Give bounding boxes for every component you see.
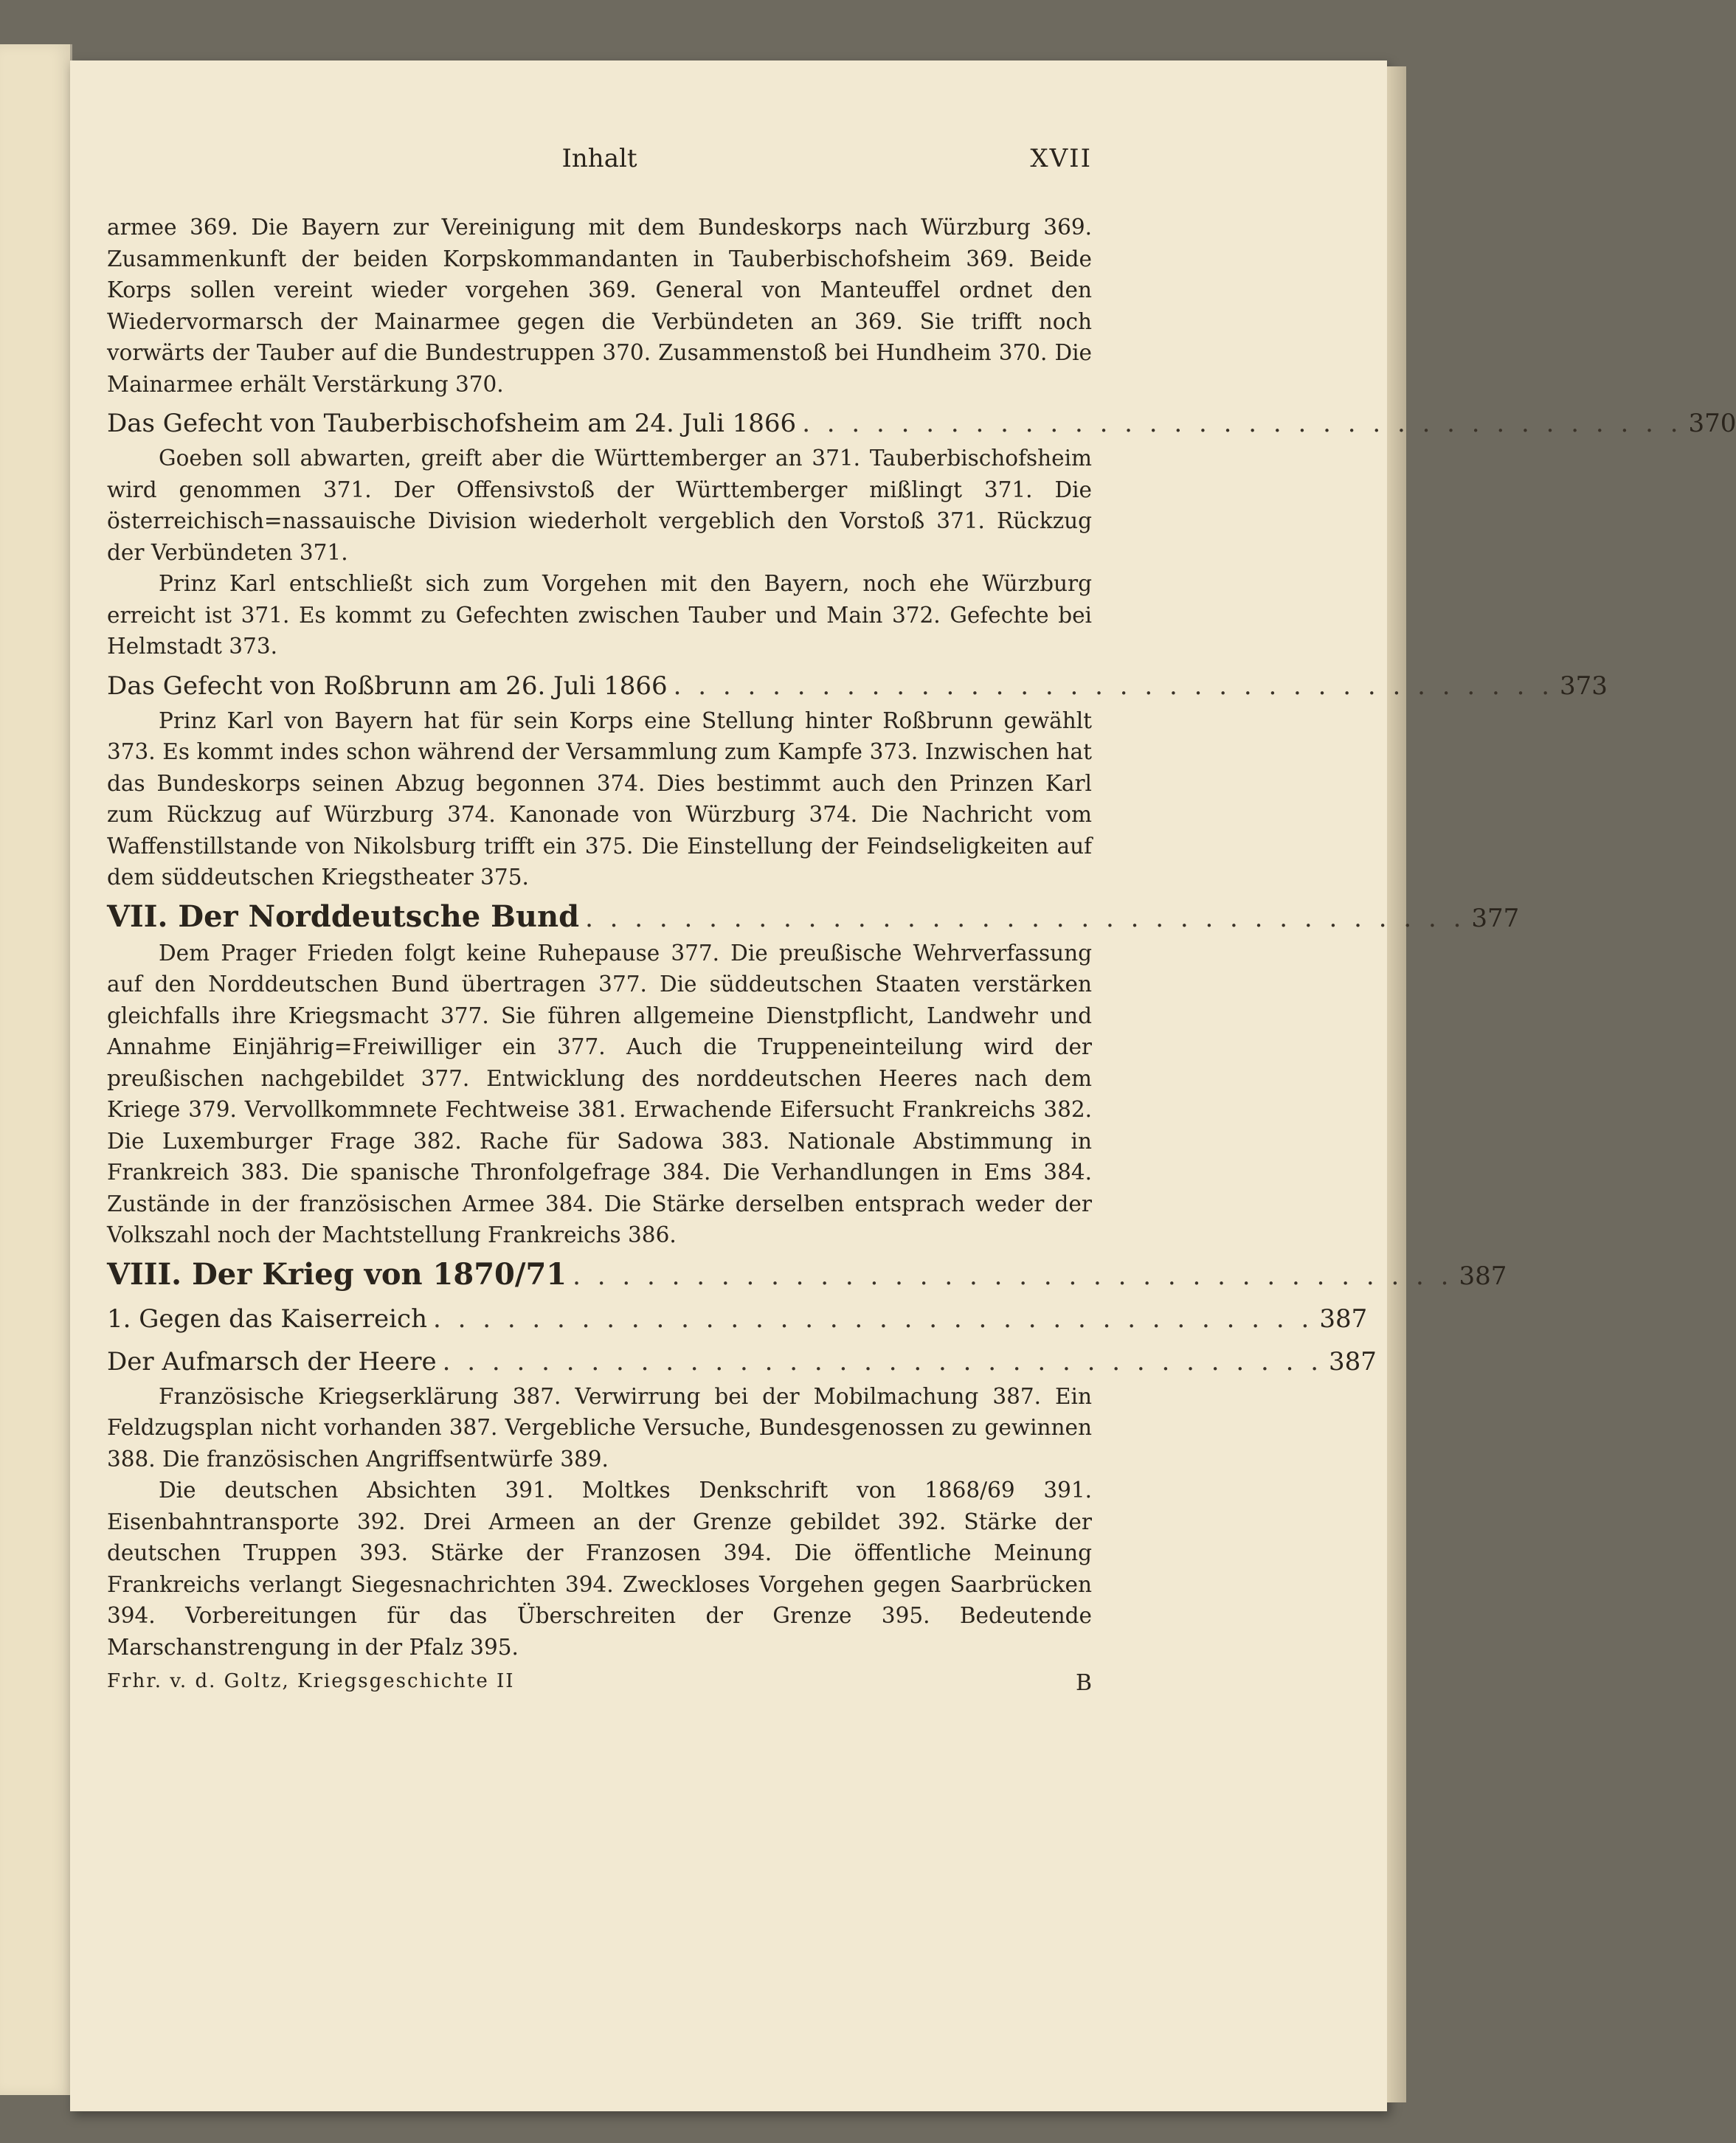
summary-paragraph: Französische Kriegserklärung 387. Verwirrung bei der Mobilmachung 387. Ein Feldzugsplan nicht vorhanden 387. Vergebliche Versuche, Bundesgenossen zu gewinnen 388. Die französischen Angriffsentwürfe 389. [107, 1383, 1092, 1472]
chapter-page: 377 [1471, 903, 1520, 933]
dot-leader: . . . . . . . . . . . . . . . . . . . . . . . . . . . . . . . . . . . . [802, 409, 1683, 438]
running-head-title: Inhalt [561, 144, 637, 173]
chapter-entry [107, 898, 1520, 938]
toc-entry [107, 1343, 1377, 1381]
summary-paragraph: Prinz Karl von Bayern hat für sein Korps eine Stellung hinter Roßbrunn gewählt 373. Es kommt indes schon während der Versammlung zum Kampfe 373. Inzwischen hat das Bundeskorps seinen Abzug begonnen 374. Dies bestimmt auch den Prinzen Karl zum Rückzug auf Würzburg 374. Kanonade von Würzburg 374. Die Nachricht vom Waffenstillstande von Nikolsburg trifft ein 375. Die Einstellung der Feindseligkeiten auf dem süddeutschen Kriegstheater 375. [107, 707, 1092, 890]
toc-entry [107, 404, 1736, 443]
toc-entry-page: 387 [1329, 1346, 1377, 1377]
dot-leader: . . . . . . . . . . . . . . . . . . . . . . . . . . . . . . . . . . . . [673, 671, 1555, 701]
running-head [107, 144, 1092, 187]
chapter-number: VII. [107, 899, 168, 934]
chapter-number: VIII. [107, 1256, 182, 1292]
summary-paragraph: Prinz Karl entschließt sich zum Vorgehen mit den Bayern, noch ehe Würzburg erreicht ist 371. Es kommt zu Gefechten zwischen Tauber und Main 372. Gefechte bei Helmstadt 373. [107, 571, 1092, 659]
chapter-title: Der Krieg von 1870/71 [192, 1256, 567, 1292]
page-content [107, 144, 1736, 1700]
toc-entry-page: 373 [1560, 671, 1608, 701]
toc-entry [107, 667, 1608, 705]
summary-paragraph: Dem Prager Frieden folgt keine Ruhepause 377. Die preußische Wehrverfassung auf den Norddeutschen Bund übertragen 377. Die süddeutschen Staaten verstärken gleichfalls ihre Kriegsmacht 377. Sie führen allgemeine Dienstpflicht, Landwehr und Annahme Einjährig=Freiwilliger ein 377. Auch die Truppeneinteilung wird der preußischen nachgebildet 377. Entwicklung des norddeutschen Heeres nach dem Kriege 379. Vervollkommnete Fechtweise 381. Erwachende Eifersucht Frankreichs 382. Die Luxemburger Frage 382. Rache für Sadowa 383. Nationale Abstimmung in Frankreich 383. Die spanische Thronfolgefrage 384. Die Verhandlungen in Ems 384. Zustände in der französischen Armee 384. Die Stärke derselben entsprach weder der Volkszahl noch der Machtstellung Frankreichs 386. [107, 940, 1092, 1247]
toc-entry-page: 387 [1319, 1304, 1368, 1334]
toc-entry [107, 1300, 1368, 1338]
dot-leader: . . . . . . . . . . . . . . . . . . . . . . . . . . . . . . . . . . . . [585, 903, 1466, 933]
dot-leader: . . . . . . . . . . . . . . . . . . . . . . . . . . . . . . . . . . . . [442, 1346, 1323, 1377]
summary-paragraph: Goeben soll abwarten, greift aber die Württemberger an 371. Tauberbischofsheim wird genommen 371. Der Offensivstoß der Württemberger mißlingt 371. Die österreichisch=nassauische Division wiederholt vergeblich den Vorstoß 371. Rückzug der Verbündeten 371. [107, 446, 1092, 565]
toc-entry-title: Das Gefecht von Tauberbischofsheim am 24. Juli 1866 [107, 409, 797, 438]
toc-entry-title: Der Aufmarsch der Heere [107, 1346, 437, 1377]
intro-paragraph: armee 369. Die Bayern zur Vereinigung mit dem Bundeskorps nach Würzburg 369. Zusammenkunft der beiden Korpskommandanten in Tauberbischofsheim 369. Beide Korps sollen vereint wieder vorgehen 369. General von Manteuffel ordnet den Wiedervormarsch der Mainarmee gegen die Verbündeten an 369. Sie trifft noch vorwärts der Tauber auf die Bundestruppen 370. Zusammenstoß bei Hundheim 370. Die Mainarmee erhält Verstärkung 370. [107, 215, 1092, 397]
page-number: XVII [1030, 144, 1092, 173]
footer-signature: Frhr. v. d. Goltz, Kriegsgeschichte II [107, 1670, 515, 1692]
page-footer [107, 1670, 1092, 1700]
chapter-entry [107, 1256, 1507, 1295]
page-stack-edge [1387, 66, 1406, 2102]
dot-leader: . . . . . . . . . . . . . . . . . . . . . . . . . . . . . . . . . . . . [573, 1261, 1453, 1291]
toc-entry-page: 370 [1688, 409, 1736, 438]
previous-page-edge [0, 44, 72, 2095]
chapter-title: Der Norddeutsche Bund [178, 899, 580, 934]
dot-leader: . . . . . . . . . . . . . . . . . . . . . . . . . . . . . . . . . . . . [432, 1304, 1314, 1334]
toc-entry-title: Das Gefecht von Roßbrunn am 26. Juli 1866 [107, 671, 668, 701]
toc-entry-title: 1. Gegen das Kaiserreich [107, 1304, 427, 1334]
chapter-page: 387 [1459, 1261, 1507, 1291]
footer-sheet-mark: B [1075, 1670, 1092, 1696]
summary-paragraph: Die deutschen Absichten 391. Moltkes Denkschrift von 1868/69 391. Eisenbahntransporte 392. Drei Armeen an der Grenze gebildet 392. Stärke der deutschen Truppen 393. Stärke der Franzosen 394. Die öffentliche Meinung Frankreichs verlangt Siegesnachrichten 394. Zweckloses Vorgehen gegen Saarbrücken 394. Vorbereitungen für das Überschreiten der Grenze 395. Bedeutende Marschanstrengung in der Pfalz 395. [107, 1478, 1092, 1660]
